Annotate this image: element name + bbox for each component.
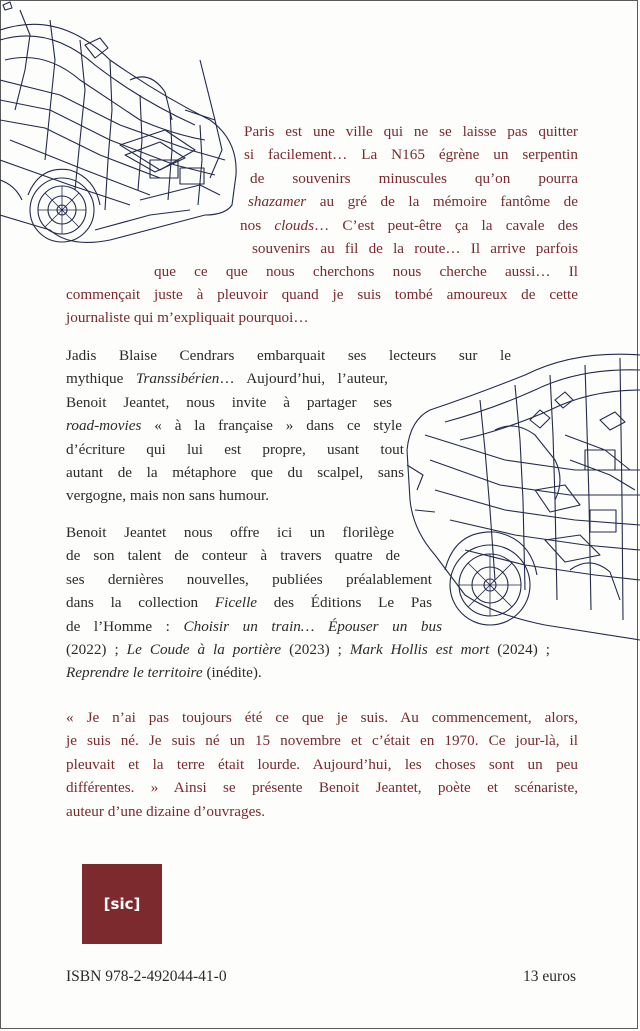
intro-line: que ce que nous cherchons nous cherche aussi… Il [154,263,578,280]
intro-line: nos clouds… C’est peut-être ça la cavale des [240,216,578,234]
body-line: vergogne, mais non sans humour. [66,487,270,505]
car-cutaway-top-left-illustration [0,0,250,265]
collection-italic: Ficelle [214,594,258,612]
quote-line: je suis né. Je suis né un 15 novembre et c’était en 1970. Ce jour-là, il [66,732,578,750]
body-line: dans la collection Ficelle des Éditions Le Pas [66,594,432,612]
quote-line: différentes. » Ainsi se présente Benoit Jeantet, poète et scénariste, [66,779,578,797]
intro-line: souvenirs au fil de la route… Il arrive parfois [252,240,578,258]
title-italic: Choisir un train… Épouser un bus [183,617,443,635]
body-line: (2022) ; Le Coude à la portière (2023) ; Mark Hollis est mort (2024) ; [66,641,550,659]
body-line: mythique Transsibérien… Aujourd’hui, l’auteur, [66,370,388,388]
paragraph-cendrars [66,344,511,508]
intro-paragraph [240,120,578,260]
body-line: autant de la métaphore que du scalpel, sans [66,464,404,482]
paragraph-florilege [66,521,550,685]
body-line: ses dernières nouvelles, publiées préalablement [66,570,432,588]
quote-line: pleuvait et la terre était lourde. Aujourd’hui, les choses sont un peu [66,755,578,773]
price: 13 euros [523,968,576,985]
car-cutaway-right-illustration [405,340,640,650]
intro-line: commençait juste à pleuvoir quand je suis tombé amoureux de cette [66,286,578,303]
body-line: Benoit Jeantet, nous invite à partager ses [66,393,392,411]
intro-line: shazamer au gré de la mémoire fantôme de [248,193,578,211]
intro-line: Paris est une ville qui ne se laisse pas quitter [244,123,578,140]
intro-line: si facilement… La N165 égrène un serpentin [244,146,578,164]
intro-italic: shazamer [248,193,307,211]
title-italic: Le Coude à la portière [126,641,282,659]
intro-line: journaliste qui m’expliquait pourquoi… [66,309,309,327]
body-line: Jadis Blaise Cendrars embarquait ses lecteurs sur le [66,347,511,364]
intro-paragraph-end [66,283,578,330]
title-italic: Mark Hollis est mort [349,641,490,659]
quote-line: « Je n’ai pas toujours été ce que je suis. Au commencement, alors, [66,709,578,726]
body-line: Reprendre le territoire (inédite). [66,664,262,682]
body-italic: road-movies [66,417,142,435]
intro-italic: clouds [274,216,314,234]
publisher-logo [82,864,162,944]
title-italic: Reprendre le territoire [66,664,203,682]
isbn: ISBN 978-2-492044-41-0 [66,968,227,985]
body-line: de son talent de conteur à travers quatre de [66,547,400,565]
intro-paragraph-continued [154,260,578,283]
publisher-logo-text: [sic] [103,895,141,913]
body-line: de l’Homme : Choisir un train… Épouser un bus [66,617,443,635]
body-line: d’écriture qui lui est propre, usant tout [66,440,404,458]
author-quote [66,706,578,823]
intro-line: de souvenirs minuscules qu’on pourra [250,169,578,187]
body-italic: Transsibérien [135,370,220,388]
body-line: road-movies « à la française » dans ce style [66,417,402,435]
body-line: Benoit Jeantet nous offre ici un florilège [66,524,394,541]
quote-line: auteur d’une dizaine d’ouvrages. [66,802,266,820]
